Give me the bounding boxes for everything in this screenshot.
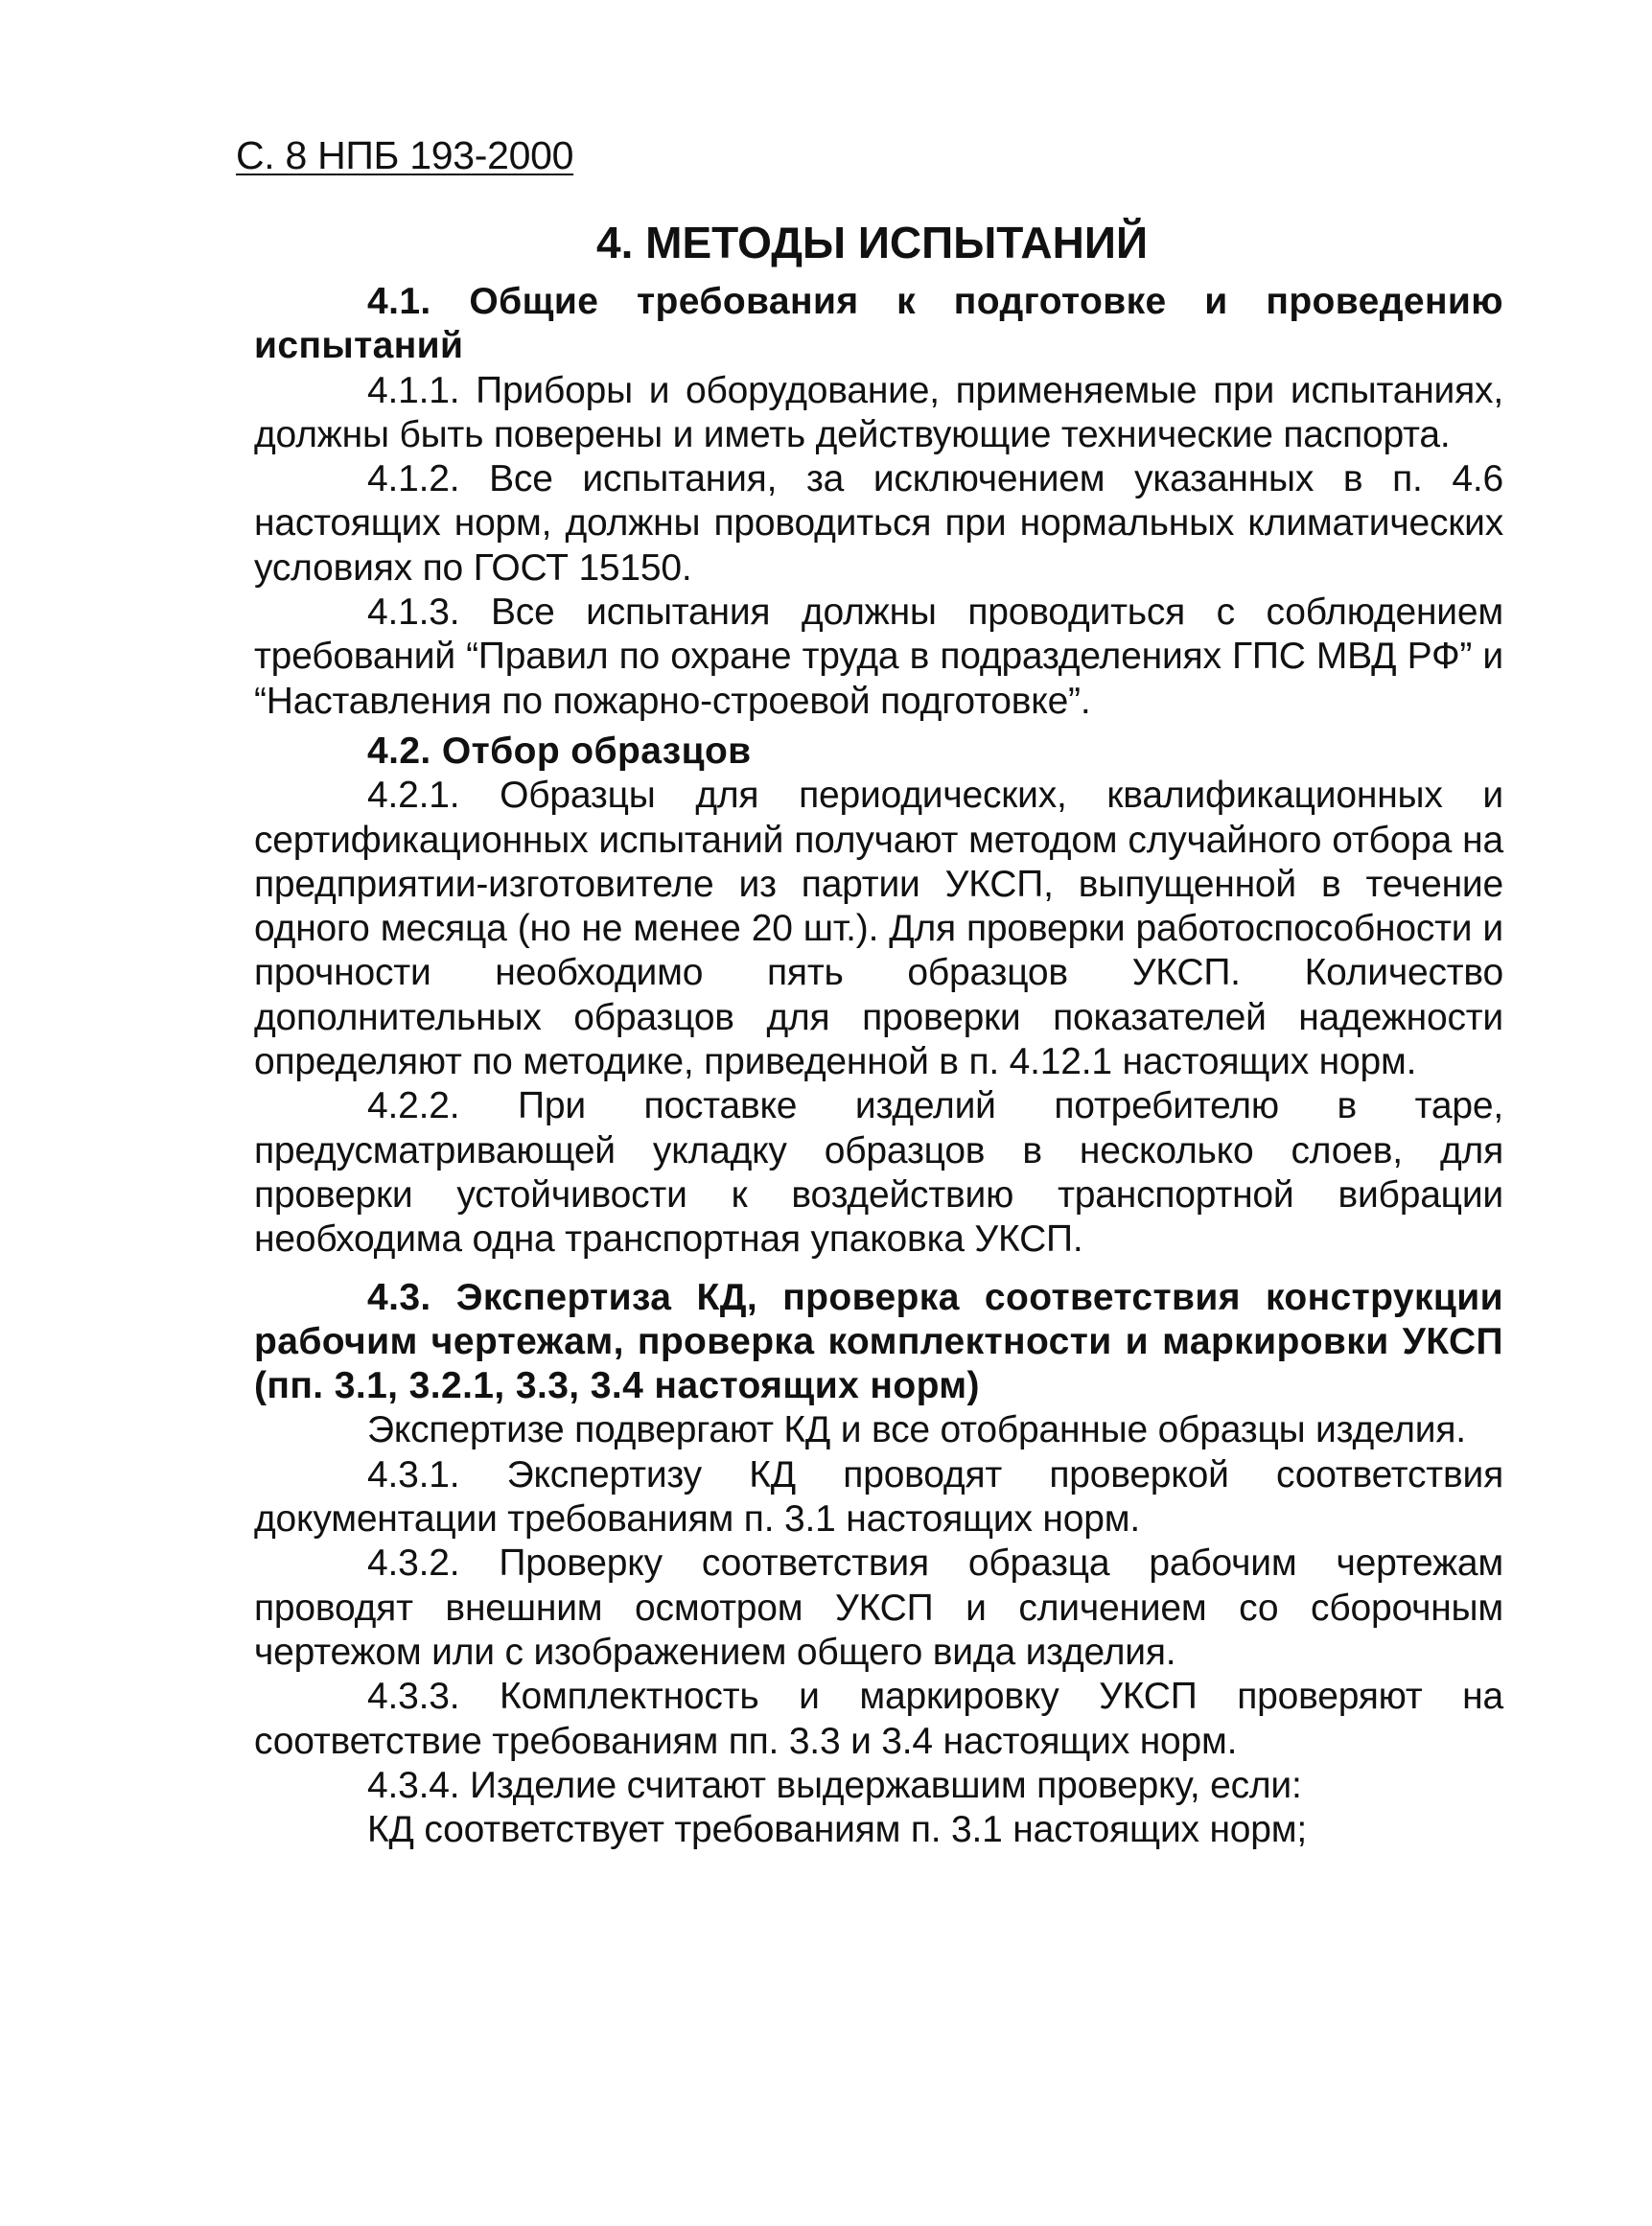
paragraph-4-3-intro: Экспертизе подвергают КД и все отобранные образцы изделия. xyxy=(367,1409,1466,1451)
paragraph-4-2-2: 4.2.2. При поставке изделий потребителю в таре, предусматривающей укладку образцов в несколько слоев, для проверки устойчивости к воздействию транспортной вибрации необходима одна транспортная упаковка УКСП. xyxy=(254,1085,1503,1261)
list-item-kd-compliance: КД соответствует требованиям п. 3.1 настоящих норм; xyxy=(367,1809,1308,1851)
paragraph-4-1-3: 4.1.3. Все испытания должны проводиться с соблюдением требований “Правил по охране труда в подразделениях ГПС МВД РФ” и “Наставления по пожарно-строевой подготовке”. xyxy=(254,591,1503,722)
paragraph-4-3-1: 4.3.1. Экспертизу КД проводят проверкой соответствия документации требованиям п. 3.1 настоящих норм. xyxy=(254,1453,1503,1541)
body-text xyxy=(254,280,1503,1852)
paragraph-4-3-2: 4.3.2. Проверку соответствия образца рабочим чертежам проводят внешним осмотром УКСП и сличением со сборочным чертежом или с изображением общего вида изделия. xyxy=(254,1542,1503,1673)
paragraph-4-2-1: 4.2.1. Образцы для периодических, квалификационных и сертификационных испытаний получают методом случайного отбора на предприятии-изготовителе из партии УКСП, выпущенной в течение одного месяца (но не менее 20 шт.). Для проверки работоспособности и прочности необходимо пять образцов УКСП. Количество дополнительных образцов для проверки показателей надежности определяют по методике, приведенной в п. 4.12.1 настоящих норм. xyxy=(254,775,1503,1083)
subsection-heading-4-2: 4.2. Отбор образцов xyxy=(367,730,752,772)
running-header: С. 8 НПБ 193-2000 xyxy=(236,133,574,177)
subsection-heading-4-3: 4.3. Экспертиза КД, проверка соответствия конструкции рабочим чертежам, проверка комплектности и маркировки УКСП (пп. 3.1, 3.2.1, 3.3, 3.4 настоящих норм) xyxy=(254,1276,1503,1407)
paragraph-4-3-3: 4.3.3. Комплектность и маркировку УКСП проверяют на соответствие требованиям пп. 3.3 и 3.4 настоящих норм. xyxy=(254,1676,1503,1762)
subsection-heading-4-1: 4.1. Общие требования к подготовке и проведению испытаний xyxy=(254,281,1503,367)
paragraph-4-1-2: 4.1.2. Все испытания, за исключением указанных в п. 4.6 настоящих норм, должны проводиться при нормальных климатических условиях по ГОСТ 15150. xyxy=(254,458,1503,589)
section-title: 4. МЕТОДЫ ИСПЫТАНИЙ xyxy=(596,218,1148,267)
paragraph-4-3-4: 4.3.4. Изделие считают выдержавшим проверку, если: xyxy=(367,1764,1302,1806)
paragraph-4-1-1: 4.1.1. Приборы и оборудование, применяемые при испытаниях, должны быть поверены и иметь действующие технические паспорта. xyxy=(254,369,1503,455)
